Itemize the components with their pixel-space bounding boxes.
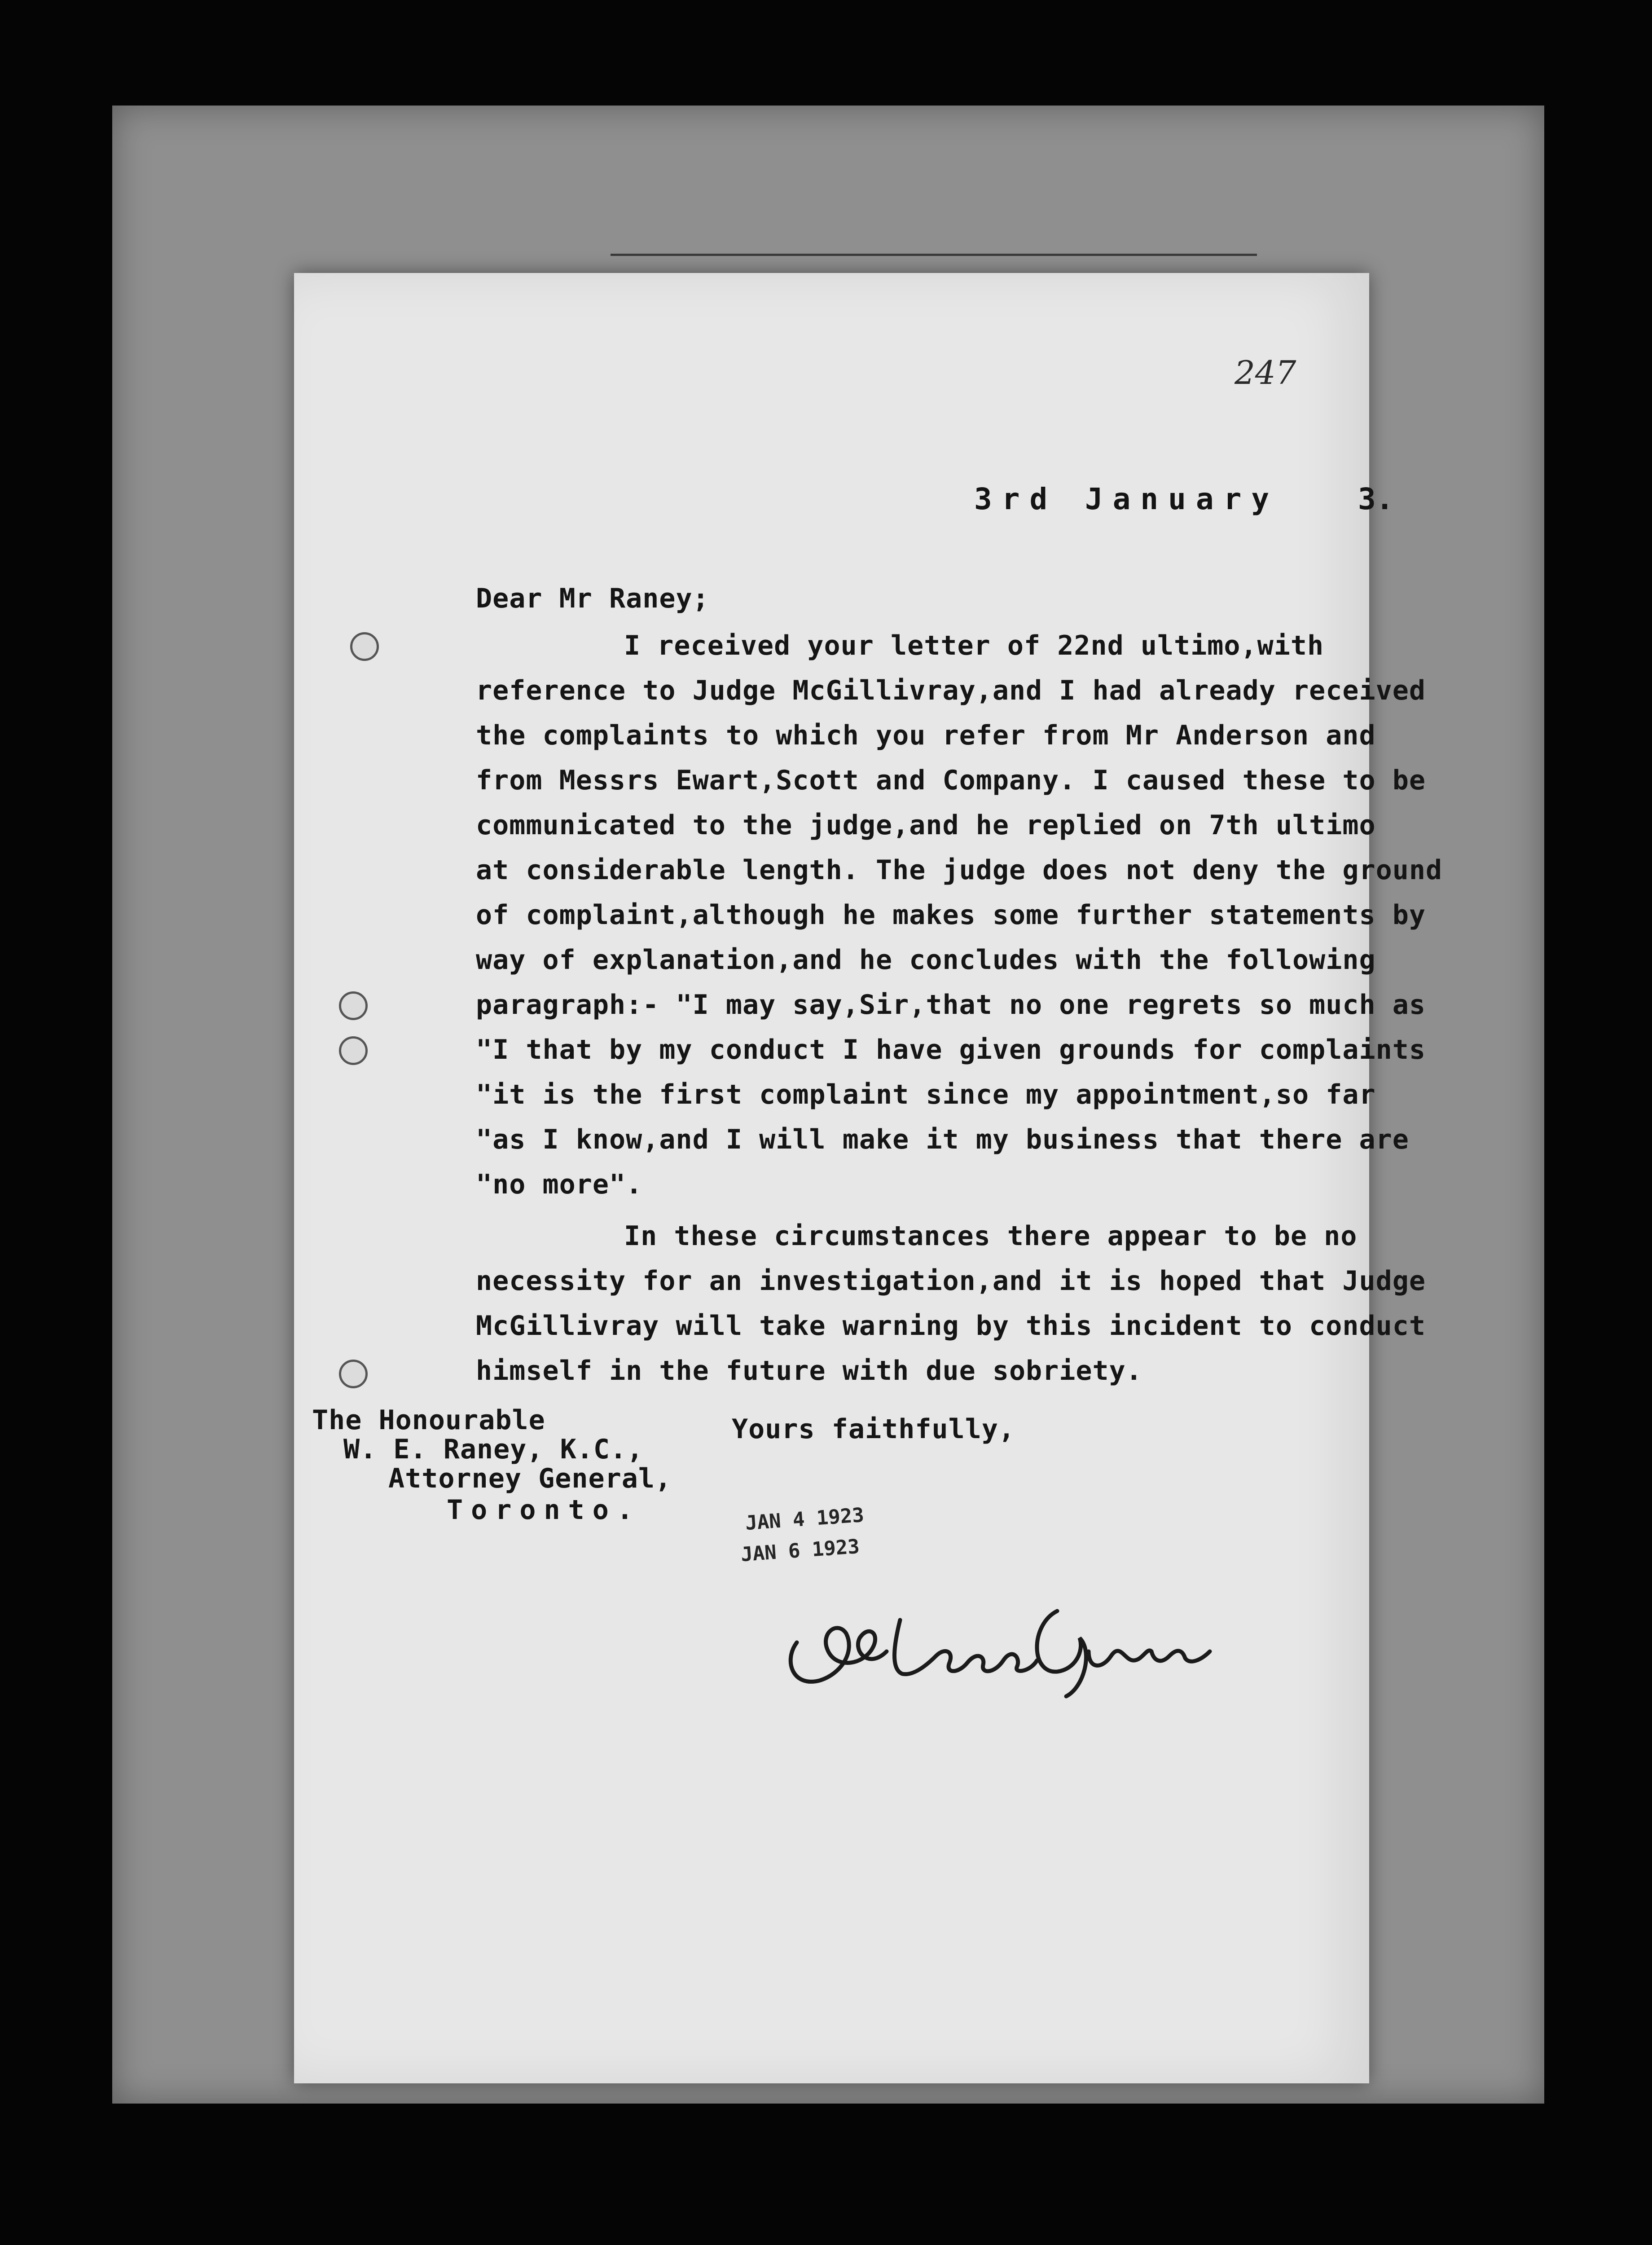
- body-line: himself in the future with due sobriety.: [476, 1355, 1142, 1387]
- body-line: "I that by my conduct I have given grounds for complaints: [476, 1034, 1426, 1065]
- punch-hole-middle: [339, 991, 368, 1020]
- body-line: paragraph:- "I may say,Sir,that no one regrets so much as: [476, 989, 1426, 1021]
- body-line: necessity for an investigation,and it is hoped that Judge: [476, 1265, 1426, 1297]
- letter-sheet: [294, 273, 1443, 2083]
- body-line: communicated to the judge,and he replied on 7th ultimo: [476, 810, 1376, 841]
- letter-date: 3rd January: [974, 482, 1279, 516]
- body-line: "it is the first complaint since my appointment,so far: [476, 1079, 1376, 1110]
- page-number: 247: [1235, 354, 1296, 392]
- body-line: In these circumstances there appear to be no: [624, 1220, 1358, 1252]
- body-line: reference to Judge McGillivray,and I had already received: [476, 675, 1426, 706]
- body-line: of complaint,although he makes some further statements by: [476, 899, 1426, 931]
- received-stamp: JAN 4 1923: [744, 1503, 865, 1535]
- body-line: from Messrs Ewart,Scott and Company. I caused these to be: [476, 765, 1426, 796]
- body-line: I received your letter of 22nd ultimo,with: [624, 630, 1324, 661]
- backing-edge-line: [611, 254, 1257, 256]
- signature: [779, 1584, 1228, 1701]
- punch-hole-middle-2: [339, 1036, 368, 1065]
- body-line: at considerable length. The judge does not deny the ground: [476, 854, 1443, 886]
- received-stamp: JAN 6 1923: [740, 1535, 861, 1567]
- closing: Yours faithfully,: [732, 1413, 1015, 1445]
- body-line: way of explanation,and he concludes with the following: [476, 944, 1376, 976]
- body-line: McGillivray will take warning by this incident to conduct: [476, 1310, 1426, 1342]
- punch-hole-top: [350, 632, 379, 661]
- punch-hole-bottom: [339, 1360, 368, 1388]
- addressee-line: Toronto.: [447, 1494, 641, 1526]
- addressee-line: W. E. Raney, K.C.,: [343, 1434, 644, 1465]
- salutation: Dear Mr Raney;: [476, 583, 709, 614]
- addressee-line: Attorney General,: [388, 1463, 672, 1494]
- addressee-line: The Honourable: [312, 1404, 545, 1436]
- body-line: "as I know,and I will make it my business that there are: [476, 1124, 1409, 1155]
- letter-date-suffix: 3.: [1358, 482, 1394, 516]
- body-line: the complaints to which you refer from Mr Anderson and: [476, 720, 1376, 751]
- body-line: "no more".: [476, 1169, 643, 1200]
